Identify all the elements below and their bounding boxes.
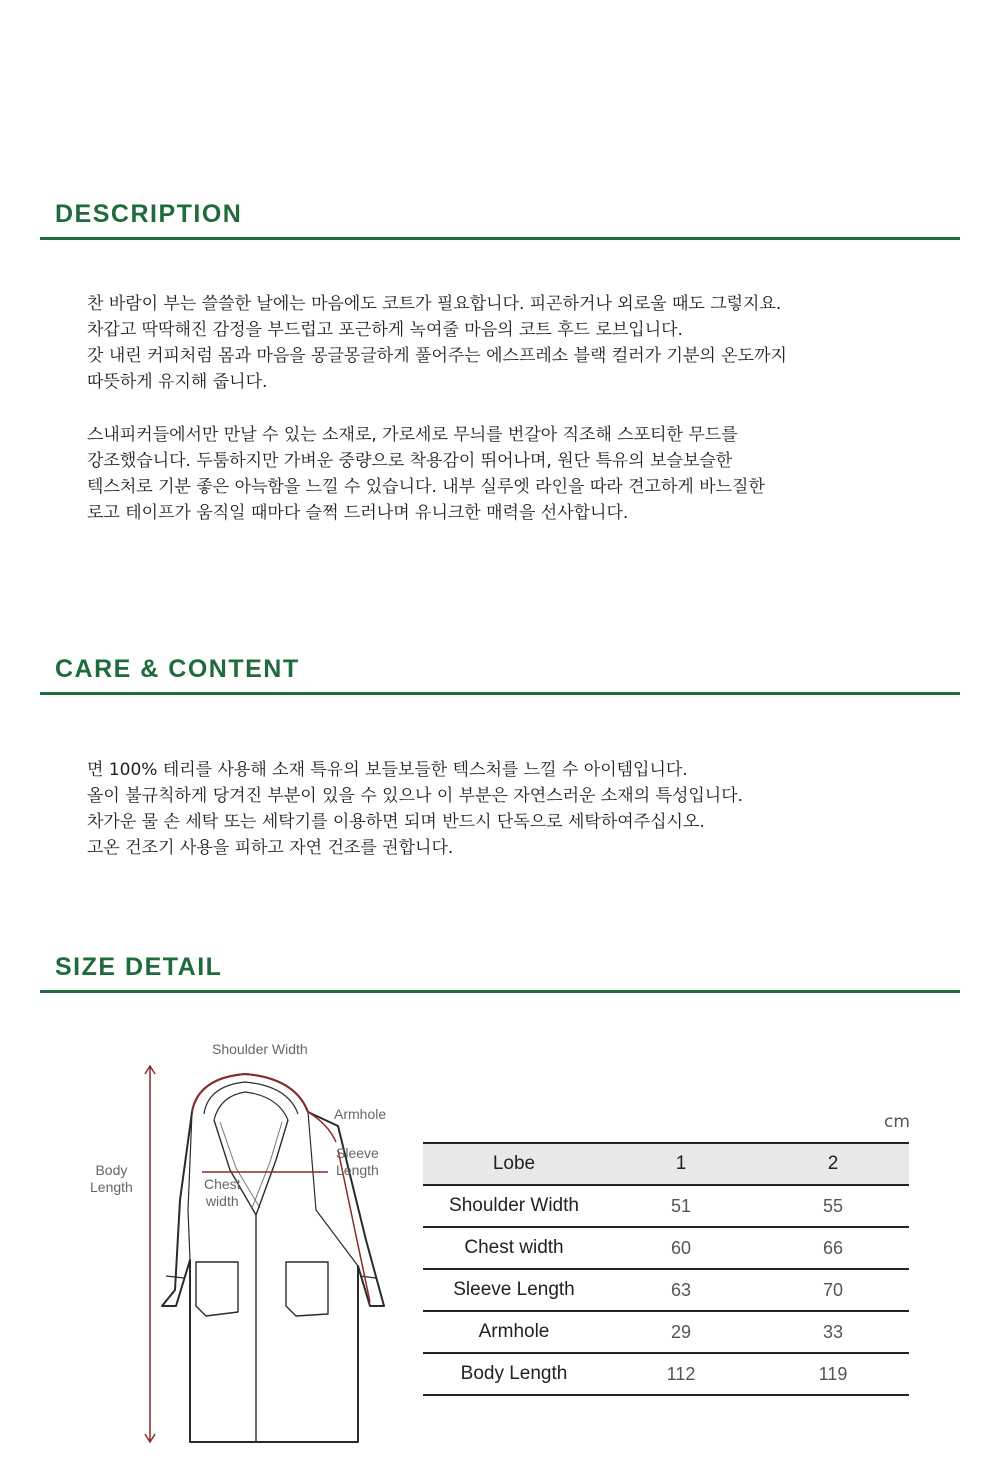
description-line: 강조했습니다. 두툼하지만 가벼운 중량으로 착용감이 뛰어나며, 원단 특유의 보슬보슬한 bbox=[87, 451, 733, 471]
table-row bbox=[423, 1269, 909, 1311]
shoulder-width-label: Shoulder Width bbox=[212, 1041, 308, 1057]
table-row bbox=[423, 1185, 909, 1227]
row-label: Chest width bbox=[423, 1227, 605, 1269]
sleeve-label-line: Sleeve bbox=[336, 1145, 379, 1161]
sleeve-label-line: Length bbox=[336, 1162, 379, 1178]
chest-label-line: Chest bbox=[204, 1176, 241, 1192]
description-line: 텍스처로 기분 좋은 아늑함을 느낄 수 있습니다. 내부 실루엣 라인을 따라 견고하게 바느질한 bbox=[87, 477, 765, 497]
robe-illustration bbox=[80, 1030, 400, 1450]
description-line: 로고 테이프가 움직일 때마다 슬쩍 드러나며 유니크한 매력을 선사합니다. bbox=[87, 503, 629, 523]
sleeve-length-label bbox=[336, 1145, 379, 1179]
description-title: DESCRIPTION bbox=[55, 200, 243, 228]
care-divider bbox=[40, 692, 960, 695]
size-table bbox=[423, 1142, 909, 1396]
row-value: 33 bbox=[757, 1311, 909, 1353]
row-value: 70 bbox=[757, 1269, 909, 1311]
care-line: 면 100% 테리를 사용해 소재 특유의 보들보들한 텍스처를 느낄 수 아이템입니다. bbox=[87, 760, 688, 780]
header-cell: 2 bbox=[757, 1143, 909, 1185]
unit-label: cm bbox=[884, 1112, 910, 1132]
description-line: 갓 내린 커피처럼 몸과 마음을 몽글몽글하게 풀어주는 에스프레소 블랙 컬러가 기분의 온도까지 bbox=[87, 346, 787, 366]
care-line: 고온 건조기 사용을 피하고 자연 건조를 권합니다. bbox=[87, 838, 454, 858]
description-line: 차갑고 딱딱해진 감정을 부드럽고 포근하게 녹여줄 마음의 코트 후드 로브입니다. bbox=[87, 320, 683, 340]
armhole-label: Armhole bbox=[334, 1106, 387, 1122]
description-divider bbox=[40, 237, 960, 240]
row-value: 63 bbox=[605, 1269, 757, 1311]
care-title: CARE & CONTENT bbox=[55, 655, 300, 683]
row-value: 51 bbox=[605, 1185, 757, 1227]
description-line: 스내피커들에서만 만날 수 있는 소재로, 가로세로 무늬를 번갈아 직조해 스포티한 무드를 bbox=[87, 425, 738, 445]
body-label-line: Length bbox=[90, 1179, 133, 1195]
description-paragraph-2 bbox=[87, 422, 967, 526]
body-label-line: Body bbox=[95, 1162, 128, 1178]
table-row bbox=[423, 1353, 909, 1395]
header-cell: 1 bbox=[605, 1143, 757, 1185]
row-label: Armhole bbox=[423, 1311, 605, 1353]
description-line: 따뜻하게 유지해 줍니다. bbox=[87, 372, 268, 392]
size-table-header bbox=[423, 1143, 909, 1185]
care-line: 차가운 물 손 세탁 또는 세탁기를 이용하면 되며 반드시 단독으로 세탁하여주십시오. bbox=[87, 812, 705, 832]
size-divider bbox=[40, 990, 960, 993]
row-value: 29 bbox=[605, 1311, 757, 1353]
row-value: 60 bbox=[605, 1227, 757, 1269]
care-line: 올이 불규칙하게 당겨진 부분이 있을 수 있으나 이 부분은 자연스러운 소재의 특성입니다. bbox=[87, 786, 744, 806]
size-title: SIZE DETAIL bbox=[55, 953, 223, 981]
row-value: 119 bbox=[757, 1353, 909, 1395]
care-paragraph bbox=[87, 757, 967, 861]
row-label: Shoulder Width bbox=[423, 1185, 605, 1227]
chest-width-label bbox=[204, 1176, 241, 1210]
header-cell: Lobe bbox=[423, 1143, 605, 1185]
description-paragraph-1 bbox=[87, 291, 967, 395]
description-line: 찬 바람이 부는 쓸쓸한 날에는 마음에도 코트가 필요합니다. 피곤하거나 외로울 때도 그렇지요. bbox=[87, 294, 782, 314]
chest-label-line: width bbox=[205, 1193, 239, 1209]
table-row bbox=[423, 1311, 909, 1353]
row-value: 112 bbox=[605, 1353, 757, 1395]
row-value: 55 bbox=[757, 1185, 909, 1227]
row-label: Sleeve Length bbox=[423, 1269, 605, 1311]
row-label: Body Length bbox=[423, 1353, 605, 1395]
row-value: 66 bbox=[757, 1227, 909, 1269]
body-length-label bbox=[90, 1162, 133, 1196]
table-row bbox=[423, 1227, 909, 1269]
